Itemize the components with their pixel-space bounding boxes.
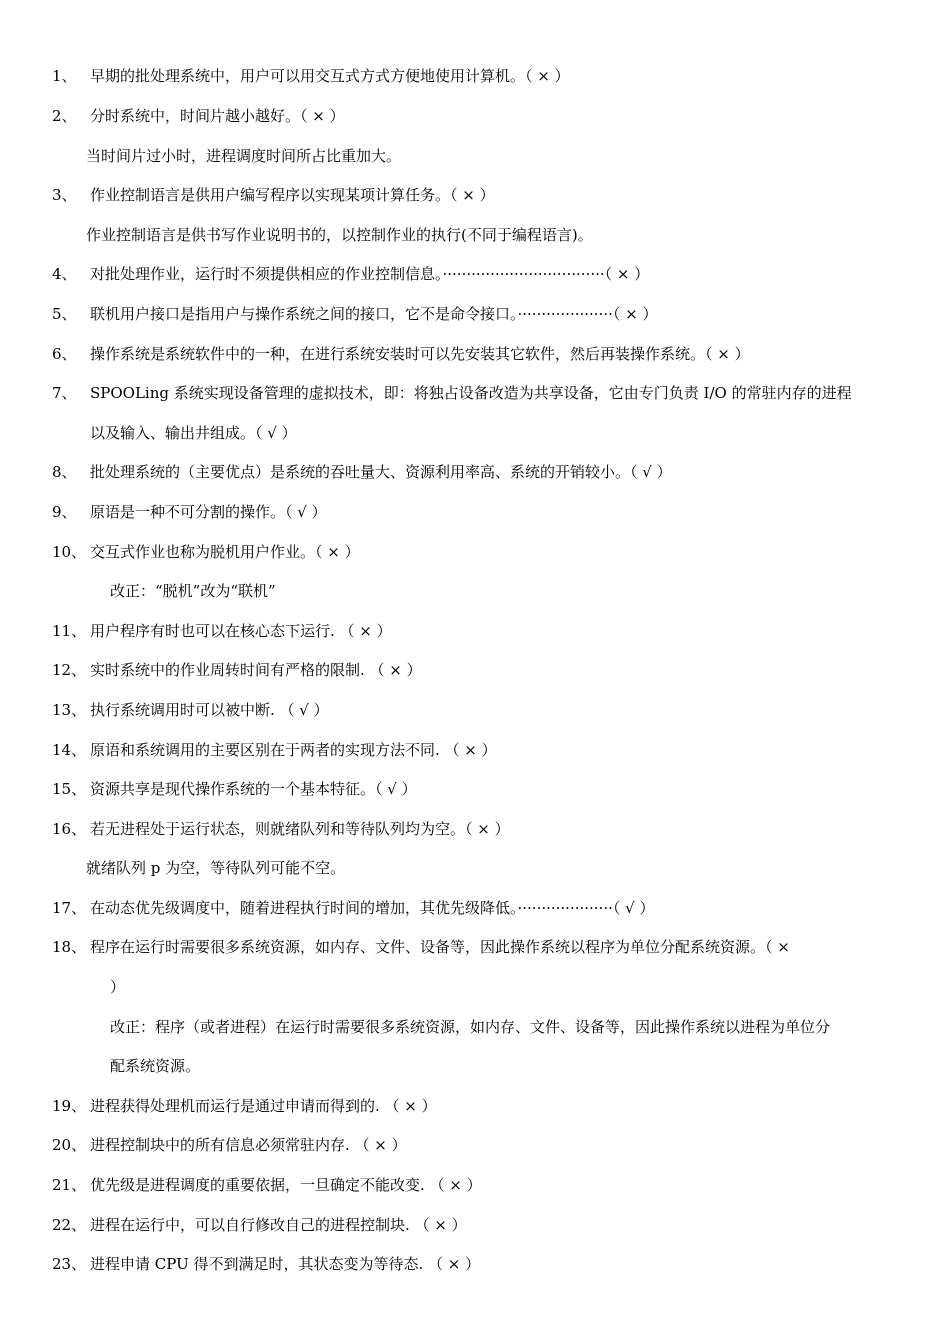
explanation-text: 作业控制语言是供书写作业说明书的，以控制作业的执行(不同于编程语言)。 (86, 226, 593, 244)
question-text: 原语是一种不可分割的操作。（ √ ） (90, 503, 327, 521)
question-number: 2、 (52, 107, 77, 125)
question-number: 20、 (52, 1136, 87, 1154)
question-number: 6、 (52, 345, 77, 363)
question-number: 1、 (52, 67, 77, 85)
question-text: 以及输入、输出井组成。（ √ ） (90, 424, 297, 442)
question-text: 批处理系统的（主要优点）是系统的吞吐量大、资源利用率高、系统的开销较小。（ √ ） (90, 463, 672, 481)
question-text: 若无进程处于运行状态，则就绪队列和等待队列均为空。（ × ） (90, 820, 510, 838)
question-text: 早期的批处理系统中，用户可以用交互式方式方便地使用计算机。（ × ） (90, 67, 570, 85)
question-number: 14、 (52, 741, 87, 759)
question-number: 12、 (52, 661, 87, 679)
question-number: 7、 (52, 384, 77, 402)
question-text: 执行系统调用时可以被中断. （ √ ） (90, 701, 329, 719)
question-number: 16、 (52, 820, 87, 838)
question-text: 分时系统中，时间片越小越好。（ × ） (90, 107, 345, 125)
question-text: 原语和系统调用的主要区别在于两者的实现方法不同. （ × ） (90, 741, 497, 759)
question-text: ） (110, 978, 126, 996)
correction-text: 改正：“脱机”改为“联机” (110, 582, 276, 600)
question-number: 15、 (52, 780, 87, 798)
question-text: 进程申请 CPU 得不到满足时，其状态变为等待态. （ × ） (90, 1255, 481, 1273)
question-text: 资源共享是现代操作系统的一个基本特征。（ √ ） (90, 780, 417, 798)
question-number: 23、 (52, 1255, 87, 1273)
question-text: 对批处理作业，运行时不须提供相应的作业控制信息。··································（ × ） (90, 265, 650, 283)
question-number: 17、 (52, 899, 87, 917)
question-text: 作业控制语言是供用户编写程序以实现某项计算任务。（ × ） (90, 186, 495, 204)
question-text: 操作系统是系统软件中的一种，在进行系统安装时可以先安装其它软件，然后再装操作系统。（ × ） (90, 345, 750, 363)
question-text: 程序在运行时需要很多系统资源，如内存、文件、设备等，因此操作系统以程序为单位分配系统资源。（ × (90, 938, 790, 956)
question-number: 18、 (52, 938, 87, 956)
question-number: 22、 (52, 1216, 87, 1234)
question-text: SPOOLing 系统实现设备管理的虚拟技术，即：将独占设备改造为共享设备，它由专门负责 I/O 的常驻内存的进程 (90, 384, 852, 402)
question-text: 用户程序有时也可以在核心态下运行. （ × ） (90, 622, 392, 640)
question-number: 5、 (52, 305, 77, 323)
question-text: 实时系统中的作业周转时间有严格的限制. （ × ） (90, 661, 422, 679)
question-number: 10、 (52, 543, 87, 561)
question-text: 进程获得处理机而运行是通过申请而得到的. （ × ） (90, 1097, 437, 1115)
explanation-text: 就绪队列 p 为空，等待队列可能不空。 (86, 859, 346, 877)
question-number: 9、 (52, 503, 77, 521)
correction-text: 配系统资源。 (110, 1057, 201, 1075)
question-number: 11、 (52, 622, 87, 640)
question-number: 4、 (52, 265, 77, 283)
question-number: 13、 (52, 701, 87, 719)
question-text: 联机用户接口是指用户与操作系统之间的接口，它不是命令接口。····················（ × ） (90, 305, 658, 323)
question-text: 进程控制块中的所有信息必须常驻内存. （ × ） (90, 1136, 407, 1154)
explanation-text: 当时间片过小时，进程调度时间所占比重加大。 (86, 147, 402, 165)
question-text: 进程在运行中，可以自行修改自己的进程控制块. （ × ） (90, 1216, 467, 1234)
question-number: 8、 (52, 463, 77, 481)
correction-text: 改正：程序（或者进程）在运行时需要很多系统资源，如内存、文件、设备等，因此操作系统以进程为单位分 (110, 1018, 831, 1036)
question-text: 交互式作业也称为脱机用户作业。（ × ） (90, 543, 360, 561)
question-text: 在动态优先级调度中，随着进程执行时间的增加，其优先级降低。····················（ √ ） (90, 899, 655, 917)
question-number: 19、 (52, 1097, 87, 1115)
question-text: 优先级是进程调度的重要依据，一旦确定不能改变. （ × ） (90, 1176, 482, 1194)
question-number: 3、 (52, 186, 77, 204)
question-number: 21、 (52, 1176, 87, 1194)
